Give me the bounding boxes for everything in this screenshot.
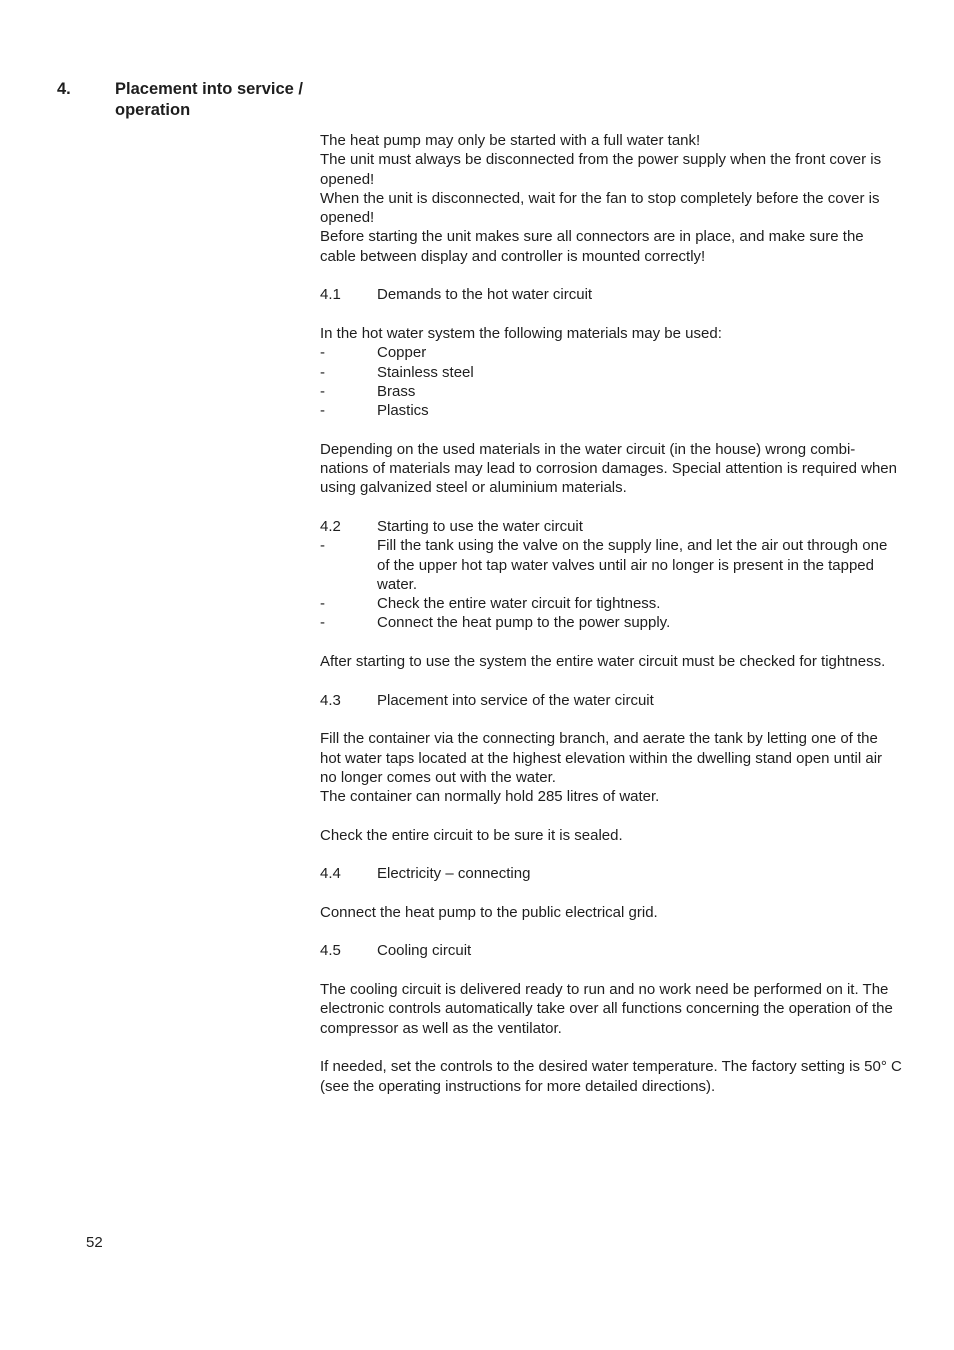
list-item [320,343,902,362]
list-bullet: - [320,402,325,420]
section-heading [57,79,345,121]
list-item-text: Check the entire water circuit for tightness. [377,595,661,613]
subsection-title: Placement into service of the water circuit [377,691,654,709]
startup-note: After starting to use the system the entire water circuit must be checked for tightness. [320,653,886,671]
section-number: 4. [57,80,71,98]
subsection-title: Demands to the hot water circuit [377,286,593,304]
subsection-number: 4.2 [320,517,341,535]
subsection-number: 4.5 [320,942,341,960]
list-bullet: - [320,382,325,400]
subsection-number: 4.4 [320,865,341,883]
list-item [320,594,902,613]
list-item-text: Connect the heat pump to the power supply. [377,614,671,632]
subsection-title: Starting to use the water circuit [377,517,583,535]
list-bullet: - [320,595,325,613]
subsection-heading-4-3 [320,691,902,710]
materials-intro: In the hot water system the following materials may be used: [320,324,722,342]
seal-check-note: Check the entire circuit to be sure it is sealed. [320,826,623,844]
subsection-number: 4.1 [320,286,341,304]
materials-note: Depending on the used materials in the water circuit (in the house) wrong combi-nations of materials may lead to corrosion damages. Special attention is required when using galvanized steel or aluminium materials. [320,440,897,497]
subsection-heading-4-5 [320,941,902,960]
list-bullet: - [320,344,325,362]
list-bullet: - [320,363,325,381]
list-item [320,401,902,420]
list-item [320,382,902,401]
electricity-note: Connect the heat pump to the public electrical grid. [320,903,658,921]
subsection-number: 4.3 [320,691,341,709]
subsection-heading-4-4 [320,864,902,883]
list-item [320,613,902,632]
intro-line-3: When the unit is disconnected, wait for the fan to stop completely before the cover is opened! [320,189,880,227]
list-item [320,536,902,594]
subsection-heading-4-1 [320,285,902,304]
subsection-title: Electricity – connecting [377,865,531,883]
list-bullet: - [320,614,325,632]
list-item [320,363,902,382]
document-body [320,131,902,1096]
fill-instructions: Fill the container via the connecting branch, and aerate the tank by letting one of the hot water taps located at the highest elevation within the dwelling stand open until air no longer comes out with the water. [320,730,883,786]
list-item-text: Fill the tank using the valve on the supply line, and let the air out through one of the upper hot tap water valves until air no longer is present in the tapped water. [377,537,888,593]
section-title: Placement into service / operation [115,80,304,119]
intro-line-4: Before starting the unit makes sure all connectors are in place, and make sure the cable between display and controller is mounted correctly! [320,228,864,265]
list-item-text: Plastics [377,402,429,420]
list-item-text: Copper [377,344,427,362]
intro-line-2: The unit must always be disconnected from the power supply when the front cover is opened! [320,151,882,188]
cooling-circuit-note: The cooling circuit is delivered ready to run and no work need be performed on it. The electronic controls automatically take over all functions concerning the operation of the compressor as well as the ventilator. [320,981,893,1037]
intro-line-1: The heat pump may only be started with a full water tank! [320,132,701,149]
capacity-note: The container can normally hold 285 litres of water. [320,788,660,806]
subsection-title: Cooling circuit [377,942,472,960]
list-item-text: Stainless steel [377,363,474,381]
list-item-text: Brass [377,382,416,400]
temperature-setting-note: If needed, set the controls to the desired water temperature. The factory setting is 50° C (see the operating instructions for more detailed directions). [320,1058,902,1095]
subsection-heading-4-2 [320,517,902,536]
page-number: 52 [86,1234,103,1251]
list-bullet: - [320,537,325,555]
